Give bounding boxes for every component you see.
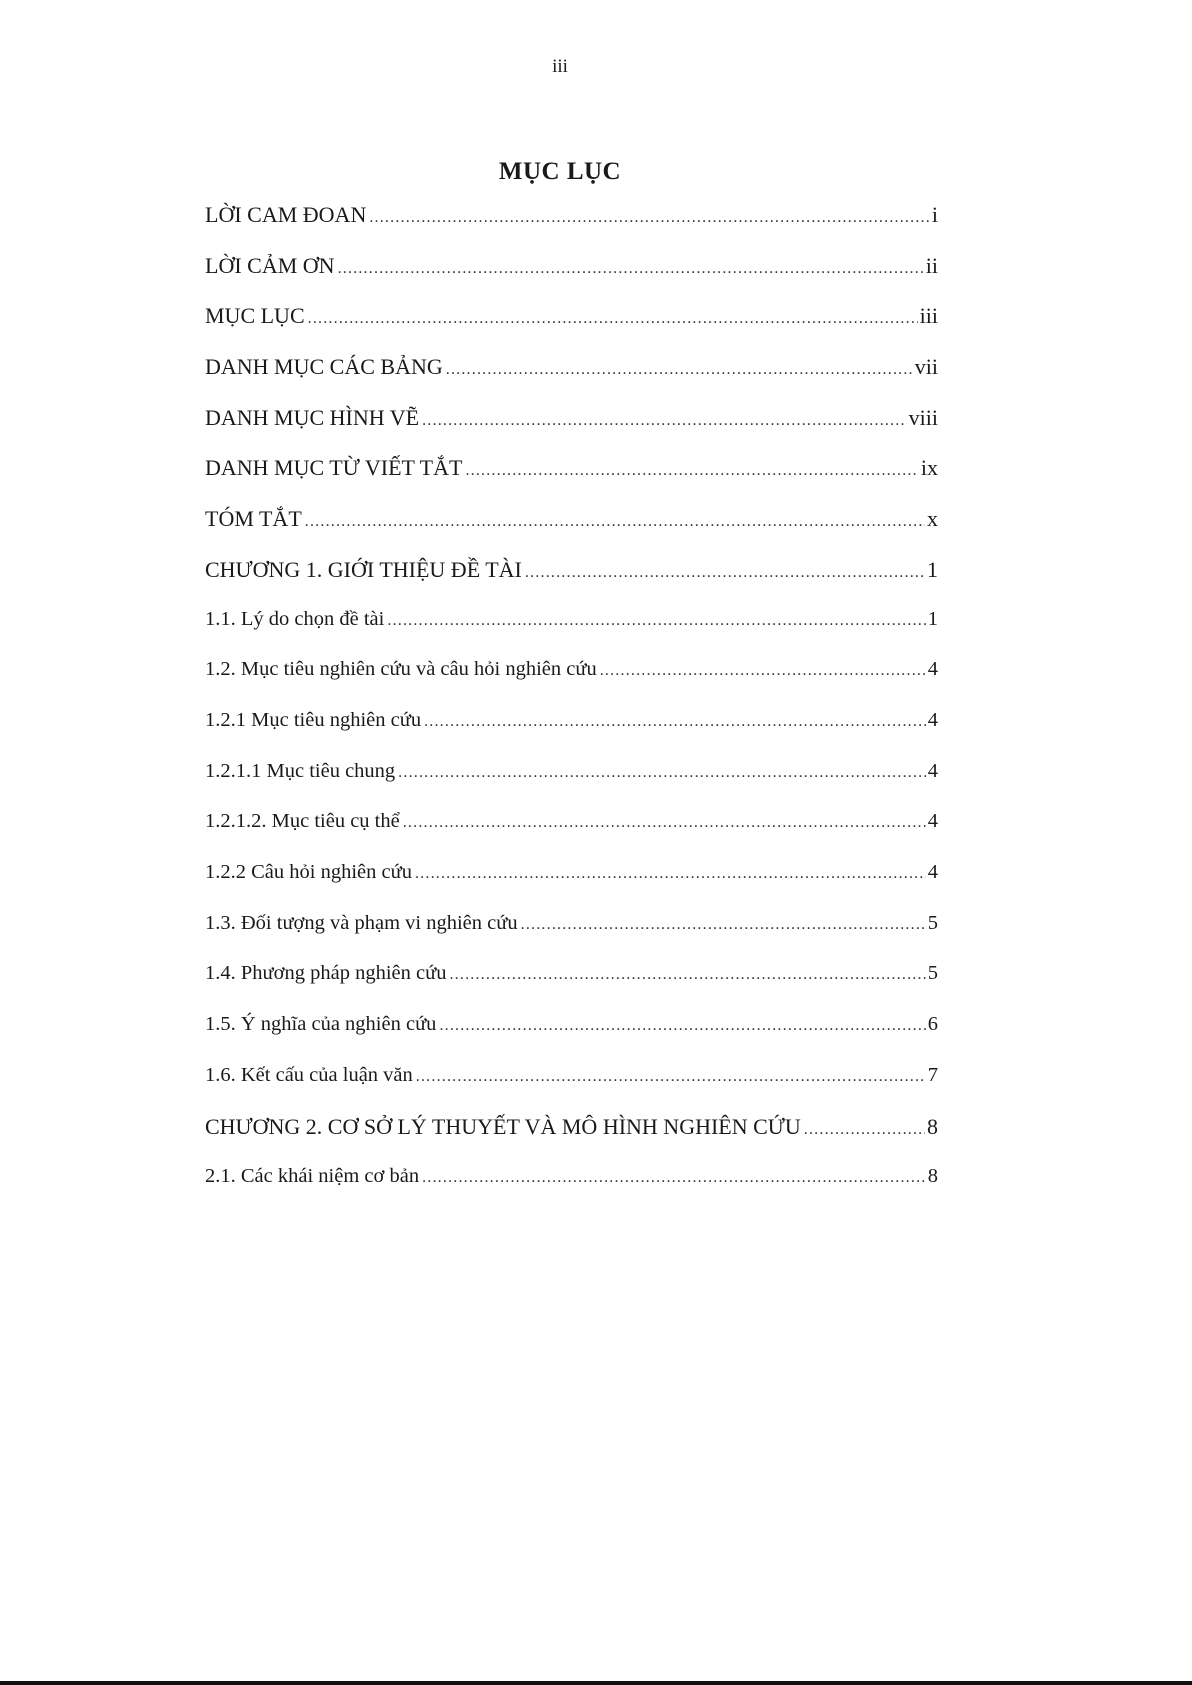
dot-leader (369, 209, 930, 227)
toc-entry-page: 5 (927, 911, 938, 934)
toc-entry-label: DANH MỤC TỪ VIẾT TẮT (205, 455, 463, 481)
toc-entry-page: vii (914, 354, 938, 380)
toc-entry-label: 1.3. Đối tượng và phạm vi nghiên cứu (205, 911, 518, 934)
toc-entry-page: 7 (927, 1063, 938, 1086)
toc-entry[interactable] (205, 202, 938, 253)
dot-leader (525, 564, 925, 582)
toc-entry-label: 1.4. Phương pháp nghiên cứu (205, 962, 447, 985)
toc-entry-label: 1.2.1.1 Mục tiêu chung (205, 759, 396, 782)
toc-entry[interactable] (205, 1114, 938, 1165)
toc-entry-page: viii (908, 404, 938, 430)
toc-entry[interactable] (205, 557, 938, 608)
toc-entry-page: 5 (927, 962, 938, 985)
toc-entry-label: LỜI CAM ĐOAN (205, 202, 367, 227)
dot-leader (398, 764, 926, 782)
toc-entry-label: LỜI CẢM ƠN (205, 252, 335, 278)
dot-leader (439, 1017, 925, 1035)
toc-entry-label: CHƯƠNG 1. GIỚI THIỆU ĐỀ TÀI (205, 556, 522, 582)
toc-entry[interactable] (205, 1013, 938, 1064)
toc-entry-page: 4 (927, 759, 938, 782)
toc-entry-label: DANH MỤC HÌNH VẼ (205, 404, 420, 430)
toc-entry-label: 1.2.2 Câu hỏi nghiên cứu (205, 860, 412, 883)
toc-entry-label: 2.1. Các khái niệm cơ bản (205, 1165, 420, 1188)
dot-leader (338, 260, 924, 278)
toc-entry-page: iii (919, 303, 938, 329)
dot-leader (305, 513, 925, 531)
toc-entry-page: 4 (927, 810, 938, 833)
dot-leader (521, 916, 926, 934)
toc-entry-page: 4 (927, 658, 938, 681)
dot-leader (424, 713, 926, 731)
toc-entry[interactable] (205, 912, 938, 963)
toc-entry-page: 6 (927, 1013, 938, 1035)
toc-entry-page: 4 (927, 708, 938, 731)
toc-entry-page: x (927, 506, 938, 532)
toc-entry-page: i (931, 202, 938, 227)
toc-entry-page: 1 (927, 556, 938, 582)
toc-entry[interactable] (205, 658, 938, 709)
toc-entry-label: 1.2. Mục tiêu nghiên cứu và câu hỏi nghiên cứu (205, 658, 597, 681)
toc-entry-page: 8 (927, 1165, 938, 1188)
toc-entry-label: 1.6. Kết cấu của luận văn (205, 1063, 413, 1086)
dot-leader (465, 462, 918, 480)
toc-title: MỤC LỤC (498, 158, 622, 185)
toc-entry-page: ii (925, 252, 938, 278)
toc-entry[interactable] (205, 1165, 938, 1216)
toc-entry[interactable] (205, 962, 938, 1013)
toc-entry-label: 1.2.1 Mục tiêu nghiên cứu (205, 708, 422, 731)
toc-entry[interactable] (205, 760, 938, 811)
toc-entry[interactable] (205, 608, 938, 659)
toc-entry[interactable] (205, 354, 938, 405)
dot-leader (416, 1068, 926, 1086)
dot-leader (308, 310, 918, 328)
toc-entry-label: CHƯƠNG 2. CƠ SỞ LÝ THUYẾT VÀ MÔ HÌNH NGHIÊN CỨU (205, 1114, 801, 1140)
toc-entry[interactable] (205, 709, 938, 760)
toc-entry[interactable] (205, 253, 938, 304)
page-number: iii (552, 56, 568, 77)
toc-entry[interactable] (205, 810, 938, 861)
toc-entry-label: TÓM TẮT (205, 506, 302, 532)
dot-leader (422, 412, 907, 430)
toc-entry-page: 1 (927, 607, 938, 630)
toc-entry-page: 8 (927, 1114, 938, 1140)
toc-entry-label: 1.2.1.2. Mục tiêu cụ thể (205, 810, 400, 833)
toc-entry-label: 1.5. Ý nghĩa của nghiên cứu (205, 1013, 437, 1035)
dot-leader (449, 966, 925, 984)
toc-entry[interactable] (205, 405, 938, 456)
toc-entry[interactable] (205, 506, 938, 557)
toc-entry-label: MỤC LỤC (205, 303, 305, 329)
dot-leader (600, 662, 926, 680)
dot-leader (422, 1169, 926, 1187)
dot-leader (804, 1121, 925, 1139)
table-of-contents (205, 202, 938, 1216)
toc-entry-page: ix (920, 455, 938, 481)
page-bottom-edge (0, 1681, 1192, 1685)
dot-leader (415, 865, 926, 883)
toc-entry-label: 1.1. Lý do chọn đề tài (205, 607, 385, 630)
toc-entry[interactable] (205, 861, 938, 912)
dot-leader (387, 612, 925, 630)
toc-entry[interactable] (205, 303, 938, 354)
dot-leader (403, 814, 926, 832)
toc-entry[interactable] (205, 1064, 938, 1115)
toc-entry-page: 4 (927, 860, 938, 883)
dot-leader (446, 361, 913, 379)
toc-entry[interactable] (205, 455, 938, 506)
toc-entry-label: DANH MỤC CÁC BẢNG (205, 354, 443, 380)
